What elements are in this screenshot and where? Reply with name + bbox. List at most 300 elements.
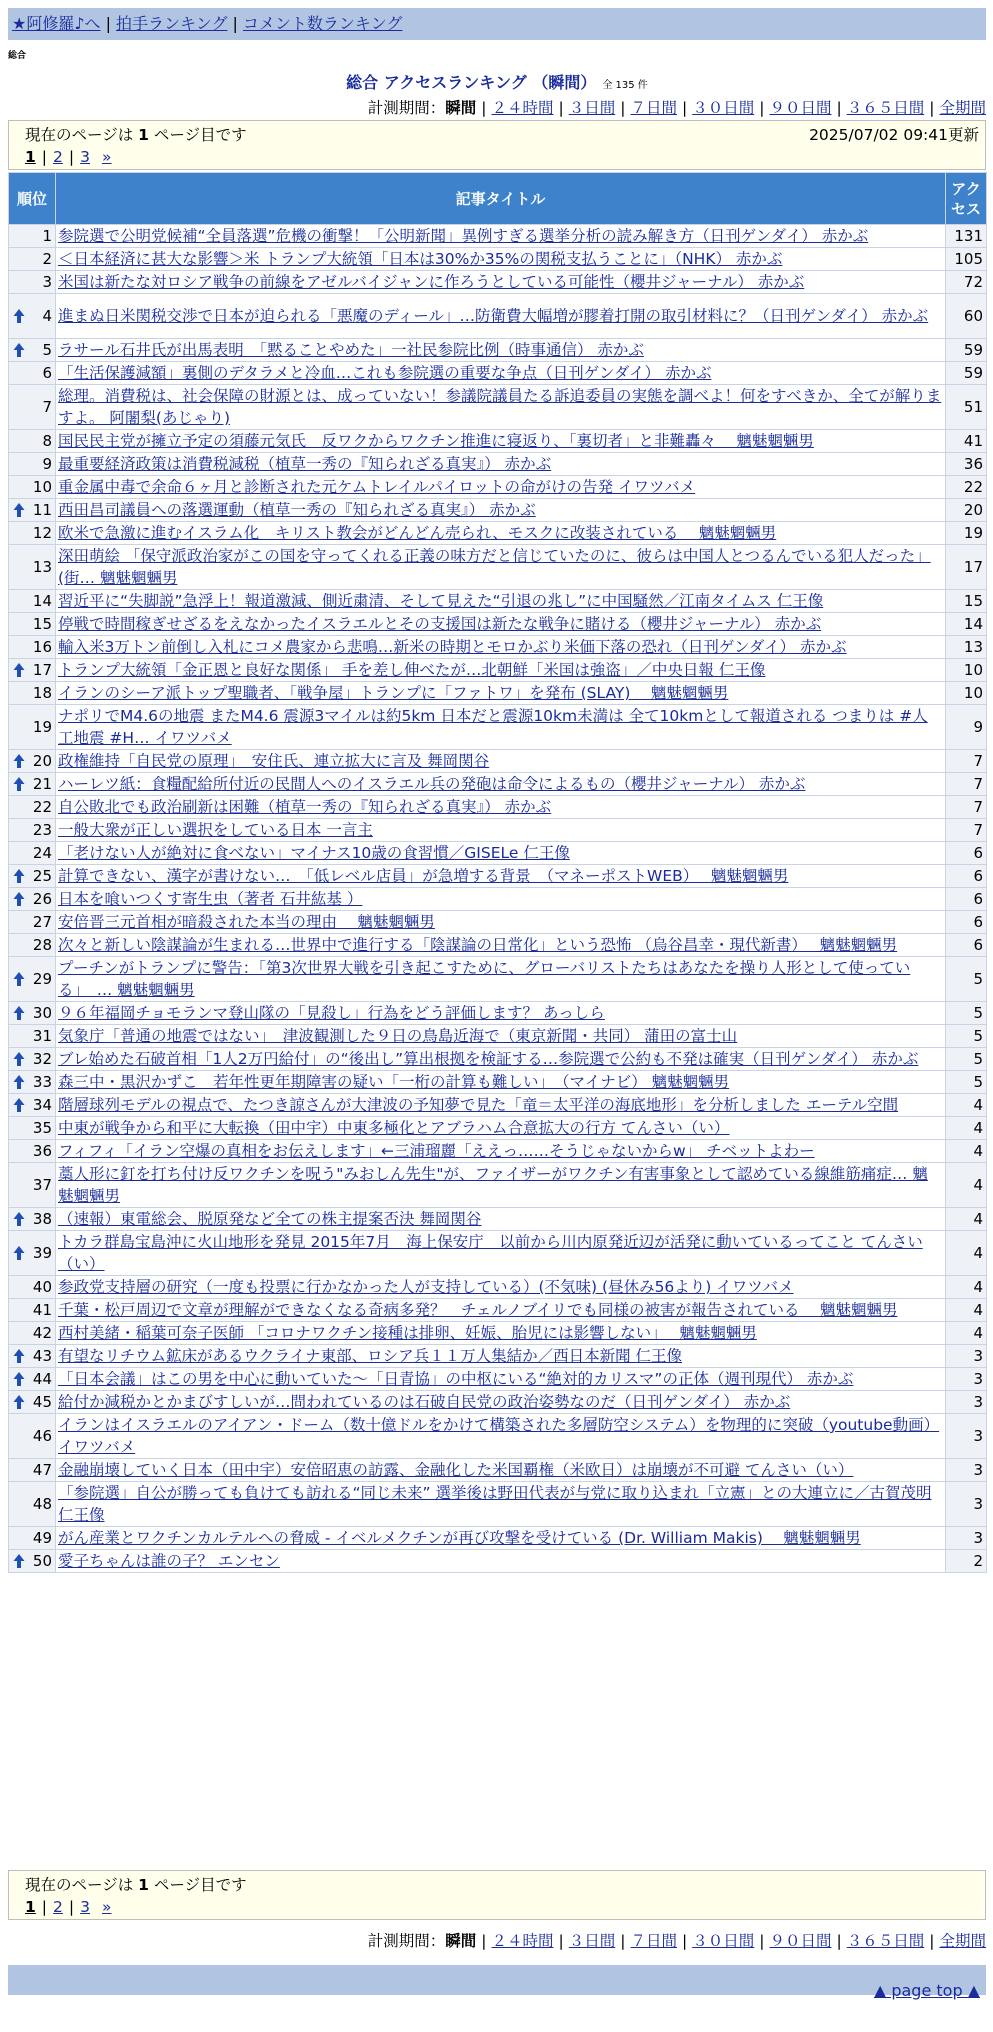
title-cell: [56, 1391, 946, 1414]
table-row: [9, 271, 987, 294]
title-cell: [56, 705, 946, 750]
article-link[interactable]: ラサール石井氏が出馬表明 「黙ることやめた」一社民参院比例（時事通信） 赤かぶ: [58, 341, 644, 359]
title-cell: [56, 545, 946, 590]
title-cell: [56, 819, 946, 842]
rank-number: 13: [32, 558, 52, 576]
article-link[interactable]: 深田萌絵 「保守派政治家がこの国を守ってくれる正義の味方だと信じていたのに、彼らは中国人とつるんでいる犯人だった」(街… 魑魅魍魎男: [58, 547, 931, 587]
rank-number: 38: [32, 1210, 52, 1228]
separator: |: [558, 99, 564, 117]
title-cell: [56, 1482, 946, 1527]
rank-cell: [9, 1094, 56, 1117]
pager-top: [25, 148, 112, 166]
rank-up-arrow-icon: [13, 868, 25, 884]
title-header: 記事タイトル: [56, 173, 946, 225]
access-count: 15: [946, 590, 987, 613]
article-link[interactable]: 日本を喰いつくす寄生虫（著者 石井紘基 ）: [58, 890, 363, 908]
article-link[interactable]: 千葉・松戸周辺で文章が理解ができなくなる奇病多発？ チェルノブイリでも同様の被害が報告されている 魑魅魍魎男: [58, 1301, 898, 1319]
rank-up-arrow-icon: [13, 1051, 25, 1067]
article-link[interactable]: トカラ群島宝島沖に火山地形を発見 2015年7月 海上保安庁 以前から川内原発近辺が活発に動いているってこと てんさい（い）: [58, 1233, 923, 1273]
period-link[interactable]: 全期間: [939, 1932, 986, 1950]
title-cell: [56, 1550, 946, 1573]
title-cell: [56, 659, 946, 682]
article-link[interactable]: 「老けない人が絶対に食べない」マイナス10歳の食習慣／GISELe 仁王像: [58, 844, 570, 862]
rank-number: 50: [32, 1552, 52, 1570]
article-link[interactable]: 輸入米3万トン前倒し入札にコメ農家から悲鳴…新米の時期とモロかぶり米価下落の恐れ（日刊ゲンダイ） 赤かぶ: [58, 638, 847, 656]
article-link[interactable]: （速報）東電総会、脱原発など全ての株主提案否決 舞岡関谷: [58, 1210, 482, 1228]
page-link[interactable]: 3: [80, 1898, 91, 1916]
article-link[interactable]: イランはイスラエルのアイアン・ドーム（数十億ドルをかけて構築された多層防空システム）を物理的に突破（youtube動画） イワツバメ: [58, 1416, 940, 1456]
article-link[interactable]: 次々と新しい陰謀論が生まれる…世界中で進行する「陰謀論の日常化」という恐怖 （烏谷昌幸・現代新書） 魑魅魍魎男: [58, 936, 898, 954]
page-link[interactable]: 2: [53, 1898, 63, 1916]
rank-number: 1: [42, 227, 52, 245]
rank-cell: [9, 1482, 56, 1527]
access-count: 51: [946, 385, 987, 430]
table-row: [9, 248, 987, 271]
period-link[interactable]: ３０日間: [692, 1932, 755, 1950]
title-cell: [56, 1299, 946, 1322]
table-row: [9, 1231, 987, 1276]
table-row: [9, 1208, 987, 1231]
table-row: [9, 225, 987, 248]
access-count: 6: [946, 865, 987, 888]
rank-number: 41: [32, 1301, 52, 1319]
article-link[interactable]: ＜日本経済に甚大な影響＞米 トランプ大統領「日本は30%か35%の関税支払うことに」（NHK） 赤かぶ: [58, 250, 783, 268]
title-cell: [56, 1276, 946, 1299]
article-link[interactable]: 西村美緒・稲葉可奈子医師 「コロナワクチン接種は排卵、妊娠、胎児には影響しない」 魑魅魍魎男: [58, 1324, 757, 1342]
table-row: [9, 1025, 987, 1048]
rank-cell: [9, 499, 56, 522]
period-selector-top: [8, 96, 986, 118]
article-link[interactable]: 給付か減税かとかまびすしいが…問われているのは石破自民党の政治姿勢なのだ（日刊ゲンダイ） 赤かぶ: [58, 1393, 791, 1411]
rank-number: 23: [32, 821, 52, 839]
rank-number: 39: [32, 1244, 52, 1262]
rank-cell: [9, 1459, 56, 1482]
access-count: 59: [946, 339, 987, 362]
rank-cell: [9, 1208, 56, 1231]
separator: |: [620, 99, 626, 117]
article-link[interactable]: 愛子ちゃんは誰の子？ エンセン: [58, 1552, 280, 1570]
title-cell: [56, 957, 946, 1002]
article-link[interactable]: 総理。消費税は、社会保障の財源とは、成っていない！参議院議員たる訴追委員の実態を調べよ！何をすべきか、全てが解りますよ。 阿闍梨(あじゃり): [58, 387, 942, 427]
period-link[interactable]: ３日間: [568, 1932, 616, 1950]
title-cell: [56, 1163, 946, 1208]
rank-number: 30: [32, 1004, 52, 1022]
title-cell: [56, 522, 946, 545]
title-cell: [56, 773, 946, 796]
article-link[interactable]: 米国は新たな対ロシア戦争の前線をアゼルバイジャンに作ろうとしている可能性（櫻井ジャーナル） 赤かぶ: [58, 273, 805, 291]
next-page-link[interactable]: »: [102, 1898, 112, 1916]
access-count: 3: [946, 1345, 987, 1368]
current-page-text-bottom: 現在のページは 1 ページ目です: [25, 1876, 247, 1894]
table-row: [9, 1276, 987, 1299]
rank-number: 27: [32, 913, 52, 931]
period-link[interactable]: ２４時間: [491, 99, 554, 117]
access-count: 19: [946, 522, 987, 545]
rank-number: 2: [42, 250, 52, 268]
separator: |: [929, 1932, 935, 1950]
table-row: [9, 842, 987, 865]
category-label: 総合: [8, 51, 27, 61]
rank-cell: [9, 911, 56, 934]
rank-number: 42: [32, 1324, 52, 1342]
title-cell: [56, 1025, 946, 1048]
table-row: [9, 1391, 987, 1414]
article-link[interactable]: 進まぬ日米関税交渉で日本が迫られる「悪魔のディール」…防衛費大幅増が膠着打開の取引材料に？（日刊ゲンダイ） 赤かぶ: [58, 307, 929, 325]
rank-number: 32: [32, 1050, 52, 1068]
title-cell: [56, 1071, 946, 1094]
access-count: 4: [946, 1276, 987, 1299]
article-link[interactable]: 欧米で急激に進むイスラム化 キリスト教会がどんどん売られ、モスクに改装されている 魑魅魍魎男: [58, 524, 777, 542]
rank-cell: [9, 522, 56, 545]
access-header: アクセス: [946, 173, 987, 225]
access-count: 59: [946, 362, 987, 385]
rank-cell: [9, 865, 56, 888]
table-row: [9, 294, 987, 339]
table-row: [9, 339, 987, 362]
separator: |: [68, 1898, 75, 1916]
rank-up-arrow-icon: [13, 342, 25, 358]
article-link[interactable]: がん産業とワクチンカルテルへの脅威 - イベルメクチンが再び攻撃を受けている (Dr. William Makis) 魑魅魍魎男: [58, 1529, 861, 1547]
period-link[interactable]: ７日間: [630, 99, 677, 117]
rank-number: 14: [32, 592, 52, 610]
article-link[interactable]: 自公敗北でも政治刷新は困難（植草一秀の『知られざる真実』） 赤かぶ: [58, 798, 552, 816]
title-cell: [56, 682, 946, 705]
title-cell: [56, 888, 946, 911]
separator: |: [759, 99, 765, 117]
rank-up-arrow-icon: [13, 502, 25, 518]
title-cell: [56, 385, 946, 430]
rank-number: 28: [32, 936, 52, 954]
access-count: 4: [946, 1208, 987, 1231]
separator: |: [836, 1932, 842, 1950]
article-link[interactable]: イランのシーア派トップ聖職者、「戦争屋」トランプに「ファトワ」を発布 (SLAY) 魑魅魍魎男: [58, 684, 729, 702]
rank-cell: [9, 957, 56, 1002]
access-count: 105: [946, 248, 987, 271]
table-row: [9, 750, 987, 773]
article-link[interactable]: 森三中・黒沢かずこ 若年性更年期障害の疑い「一桁の計算も難しい」 （マイナビ） 魑魅魍魎男: [58, 1073, 730, 1091]
table-header-row: [9, 173, 987, 225]
access-count: 5: [946, 1071, 987, 1094]
table-row: [9, 865, 987, 888]
table-row: [9, 1163, 987, 1208]
period-link[interactable]: ３６５日間: [846, 99, 925, 117]
rank-cell: [9, 476, 56, 499]
rank-number: 16: [32, 638, 52, 656]
access-count: 4: [946, 1322, 987, 1345]
clap-ranking-link[interactable]: 拍手ランキング: [115, 14, 228, 33]
rank-header: 順位: [9, 173, 56, 225]
rank-number: 25: [32, 867, 52, 885]
table-row: [9, 682, 987, 705]
rank-up-arrow-icon: [13, 891, 25, 907]
rank-cell: [9, 1140, 56, 1163]
table-row: [9, 545, 987, 590]
table-row: [9, 888, 987, 911]
rank-cell: [9, 545, 56, 590]
article-link[interactable]: 「参院選」自公が勝っても負けても訪れる“同じ未来” 選挙後は野田代表が与党に取り込まれ「立憲」との大連立に／古賀茂明 仁王像: [58, 1484, 932, 1524]
title-cell: [56, 796, 946, 819]
title-cell: [56, 225, 946, 248]
article-link[interactable]: 参院選で公明党候補“全員落選”危機の衝撃！「公明新聞」異例すぎる選挙分析の読み解き方（日刊ゲンダイ） 赤かぶ: [58, 227, 869, 245]
rank-up-arrow-icon: [13, 753, 25, 769]
access-count: 7: [946, 750, 987, 773]
title-cell: [56, 453, 946, 476]
rank-up-arrow-icon: [13, 1394, 25, 1410]
access-count: 10: [946, 659, 987, 682]
article-link[interactable]: 金融崩壊していく日本（田中宇）安倍昭恵の訪露、金融化した米国覇権（米欧日）は崩壊が不可避 てんさい（い）: [58, 1461, 854, 1479]
article-link[interactable]: 気象庁「普通の地震ではない」 津波観測した９日の鳥島近海で（東京新聞・共同） 蒲田の富士山: [58, 1027, 738, 1045]
period-link[interactable]: ３日間: [568, 99, 616, 117]
title-cell: [56, 1527, 946, 1550]
rank-up-arrow-icon: [13, 1097, 25, 1113]
access-count: 4: [946, 1117, 987, 1140]
article-link[interactable]: フィフィ「イラン空爆の真相をお伝えします」←三浦瑠麗「ええっ……そうじゃないからw」 チベットよわー: [58, 1142, 815, 1160]
article-link[interactable]: 安倍晋三元首相が暗殺された本当の理由 魑魅魍魎男: [58, 913, 435, 931]
period-link[interactable]: ３６５日間: [846, 1932, 925, 1950]
title-cell: [56, 1117, 946, 1140]
rank-cell: [9, 659, 56, 682]
title-cell: [56, 339, 946, 362]
rank-up-arrow-icon: [13, 308, 25, 324]
separator: |: [41, 148, 48, 166]
table-row: [9, 819, 987, 842]
rank-number: 5: [42, 341, 52, 359]
rank-cell: [9, 1550, 56, 1573]
page-link-current[interactable]: 1: [25, 1898, 36, 1916]
rank-cell: [9, 1414, 56, 1459]
rank-cell: [9, 1276, 56, 1299]
separator: |: [558, 1932, 564, 1950]
rank-cell: [9, 705, 56, 750]
title-cell: [56, 1140, 946, 1163]
period-label: 計測期間：: [367, 1932, 446, 1950]
access-count: 60: [946, 294, 987, 339]
separator: |: [929, 99, 935, 117]
rank-up-arrow-icon: [13, 1005, 25, 1021]
table-row: [9, 1002, 987, 1025]
title-cell: [56, 590, 946, 613]
access-count: 6: [946, 911, 987, 934]
article-link[interactable]: 重金属中毒で余命６ヶ月と診断された元ケムトレイルパイロットの命がけの告発 イワツバメ: [58, 478, 696, 496]
ranking-body: [9, 225, 987, 1573]
access-count: 131: [946, 225, 987, 248]
title-cell: [56, 362, 946, 385]
article-link[interactable]: 西田昌司議員への落選運動（植草一秀の『知られざる真実』） 赤かぶ: [58, 501, 536, 519]
rank-cell: [9, 636, 56, 659]
rank-number: 11: [32, 501, 52, 519]
table-row: [9, 1459, 987, 1482]
access-count: 5: [946, 1002, 987, 1025]
separator: |: [481, 99, 487, 117]
page-link[interactable]: 2: [53, 148, 63, 166]
rank-cell: [9, 819, 56, 842]
table-row: [9, 957, 987, 1002]
title-cell: [56, 613, 946, 636]
rank-up-arrow-icon: [13, 1245, 25, 1261]
rank-cell: [9, 294, 56, 339]
article-link[interactable]: 「日本会議」はこの男を中心に動いていた～「日青協」の中枢にいる“絶対的カリスマ”の正体（週刊現代） 赤かぶ: [58, 1370, 854, 1388]
article-link[interactable]: トランプ大統領「金正恩と良好な関係」 手を差し伸べたが…北朝鮮「米国は強盗」／中央日報 仁王像: [58, 661, 766, 679]
title-cell: [56, 636, 946, 659]
table-row: [9, 1322, 987, 1345]
access-count: 36: [946, 453, 987, 476]
separator: |: [682, 1932, 688, 1950]
table-row: [9, 1414, 987, 1459]
updated-timestamp: 2025/07/02 09:41更新: [809, 126, 979, 144]
article-link[interactable]: 藁人形に釘を打ち付け反ワクチンを呪う"みおしん先生"が、ファイザーがワクチン有害事象として認めている線維筋痛症… 魑魅魍魎男: [58, 1165, 928, 1205]
table-row: [9, 705, 987, 750]
page-link[interactable]: 3: [80, 148, 91, 166]
article-link[interactable]: ブレ始めた石破首相「1人2万円給付」の“後出し”算出根拠を検証する…参院選で公約も不発は確実（日刊ゲンダイ） 赤かぶ: [58, 1050, 919, 1068]
table-row: [9, 796, 987, 819]
access-count: 5: [946, 1048, 987, 1071]
article-link[interactable]: 習近平に“失脚説”急浮上！報道激減、側近粛清、そして見えた“引退の兆し”に中国騒然／江南タイムス 仁王像: [58, 592, 824, 610]
next-page-link[interactable]: »: [102, 148, 112, 166]
article-link[interactable]: ハーレツ紙：食糧配給所付近の民間人へのイスラエル兵の発砲は命令によるもの（櫻井ジャーナル） 赤かぶ: [58, 775, 806, 793]
current-page-text: 現在のページは 1 ページ目です: [25, 126, 247, 144]
period-link[interactable]: ９０日間: [769, 99, 832, 117]
title-cell: [56, 1048, 946, 1071]
rank-cell: [9, 1002, 56, 1025]
separator: |: [759, 1932, 765, 1950]
rank-number: 21: [32, 775, 52, 793]
access-count: 17: [946, 545, 987, 590]
top-nav-bar: ★阿修羅♪へ | 拍手ランキング | コメント数ランキング: [8, 8, 986, 40]
table-row: [9, 362, 987, 385]
page-info-panel-bottom: [8, 1870, 986, 1920]
period-link[interactable]: ３０日間: [692, 99, 755, 117]
access-count: 22: [946, 476, 987, 499]
period-link[interactable]: ２４時間: [491, 1932, 554, 1950]
rank-number: 20: [32, 752, 52, 770]
table-row: [9, 1482, 987, 1527]
table-row: [9, 1299, 987, 1322]
table-row: [9, 1550, 987, 1573]
title-cell: [56, 430, 946, 453]
title-cell: [56, 1231, 946, 1276]
access-count: 72: [946, 271, 987, 294]
rank-up-arrow-icon: [13, 1074, 25, 1090]
title-cell: [56, 1345, 946, 1368]
access-count: 6: [946, 888, 987, 911]
table-row: [9, 1094, 987, 1117]
rank-cell: [9, 590, 56, 613]
rank-number: 26: [32, 890, 52, 908]
title-cell: [56, 1094, 946, 1117]
table-row: [9, 1345, 987, 1368]
separator: |: [481, 1932, 487, 1950]
article-link[interactable]: ナポリでM4.6の地震 またM4.6 震源3マイルは約5km 日本だと震源10km未満は 全て10kmとして報道される つまりは #人工地震 #H… イワツバメ: [58, 707, 928, 747]
article-link[interactable]: 停戦で時間稼ぎせざるをえなかったイスラエルとその支援国は新たな戦争に賭ける（櫻井ジャーナル） 赤かぶ: [58, 615, 822, 633]
access-count: 4: [946, 1163, 987, 1208]
rank-up-arrow-icon: [13, 1371, 25, 1387]
article-link[interactable]: 最重要経済政策は消費税減税（植草一秀の『知られざる真実』） 赤かぶ: [58, 455, 552, 473]
article-link[interactable]: 階層球列モデルの視点で、たつき諒さんが大津波の予知夢で見た「竜＝太平洋の海底地形」を分析しました エーテル空間: [58, 1096, 899, 1114]
article-link[interactable]: 計算できない、漢字が書けない… 「低レベル店員」が急増する背景 （マネーポストWEB） 魑魅魍魎男: [58, 867, 789, 885]
access-count: 6: [946, 842, 987, 865]
article-link[interactable]: 中東が戦争から和平に大転換（田中宇）中東多極化とアブラハム合意拡大の行方 てんさい（い）: [58, 1119, 730, 1137]
article-link[interactable]: 「生活保護減額」裏側のデタラメと冷血…これも参院選の重要な争点（日刊ゲンダイ） 赤かぶ: [58, 364, 712, 382]
pager-bottom: [25, 1898, 112, 1916]
rank-cell: [9, 796, 56, 819]
article-link[interactable]: 参政党支持層の研究（一度も投票に行かなかった人が支持している）(不気味) (昼休み56より) イワツバメ: [58, 1278, 794, 1296]
rank-cell: [9, 430, 56, 453]
period-current: 瞬間: [445, 99, 477, 117]
table-row: [9, 476, 987, 499]
rank-number: 37: [32, 1176, 52, 1194]
rank-number: 10: [32, 478, 52, 496]
table-row: [9, 453, 987, 476]
rank-cell: [9, 934, 56, 957]
rank-cell: [9, 1163, 56, 1208]
article-link[interactable]: 国民民主党が擁立予定の須藤元気氏 反ワクからワクチン推進に寝返り、「裏切者」と非難轟々 魑魅魍魎男: [58, 432, 814, 450]
bottom-bar: [8, 1965, 986, 1995]
table-row: [9, 1048, 987, 1071]
article-link[interactable]: 一般大衆が正しい選択をしている日本 一言主: [58, 821, 373, 839]
table-row: [9, 499, 987, 522]
rank-cell: [9, 1048, 56, 1071]
table-row: [9, 613, 987, 636]
rank-number: 17: [32, 661, 52, 679]
rank-cell: [9, 773, 56, 796]
access-count: 3: [946, 1368, 987, 1391]
table-row: [9, 636, 987, 659]
period-link[interactable]: ７日間: [630, 1932, 677, 1950]
article-link[interactable]: 政権維持「自民党の原理」 安住氏、連立拡大に言及 舞岡関谷: [58, 752, 490, 770]
rank-up-arrow-icon: [13, 662, 25, 678]
article-link[interactable]: ９６年福岡チョモランマ登山隊の「見殺し」行為をどう評価します？ あっしら: [58, 1004, 605, 1022]
title-cell: [56, 1002, 946, 1025]
table-row: [9, 911, 987, 934]
table-row: [9, 1117, 987, 1140]
page-link-current[interactable]: 1: [25, 148, 36, 166]
comment-ranking-link[interactable]: コメント数ランキング: [242, 14, 403, 33]
rank-number: 24: [32, 844, 52, 862]
title-cell: [56, 842, 946, 865]
access-count: 3: [946, 1482, 987, 1527]
rank-number: 46: [32, 1427, 52, 1445]
rank-number: 45: [32, 1393, 52, 1411]
access-count: 3: [946, 1414, 987, 1459]
access-count: 5: [946, 957, 987, 1002]
access-count: 4: [946, 1231, 987, 1276]
rank-cell: [9, 842, 56, 865]
separator: |: [41, 1898, 48, 1916]
page-top-link[interactable]: ▲ page top ▲: [873, 1981, 980, 2000]
rank-number: 19: [32, 718, 52, 736]
period-link[interactable]: 全期間: [939, 99, 986, 117]
period-link[interactable]: ９０日間: [769, 1932, 832, 1950]
rank-number: 7: [42, 398, 52, 416]
home-link[interactable]: ★阿修羅♪へ: [12, 14, 101, 33]
rank-cell: [9, 248, 56, 271]
rank-cell: [9, 1368, 56, 1391]
article-link[interactable]: プーチンがトランプに警告：「第3次世界大戦を引き起こすために、グローバリストたちはあなたを操り人形として使っている」 … 魑魅魍魎男: [58, 959, 911, 999]
rank-cell: [9, 750, 56, 773]
rank-up-arrow-icon: [13, 1348, 25, 1364]
article-link[interactable]: 有望なリチウム鉱床があるウクライナ東部、ロシア兵１１万人集結か／西日本新聞 仁王像: [58, 1347, 683, 1365]
access-count: 10: [946, 682, 987, 705]
page-title-text: 総合 アクセスランキング （瞬間）: [346, 73, 597, 92]
rank-cell: [9, 613, 56, 636]
rank-up-arrow-icon: [13, 776, 25, 792]
table-row: [9, 1140, 987, 1163]
rank-number: 6: [42, 364, 52, 382]
title-cell: [56, 750, 946, 773]
access-count: 9: [946, 705, 987, 750]
table-row: [9, 1527, 987, 1550]
table-row: [9, 430, 987, 453]
